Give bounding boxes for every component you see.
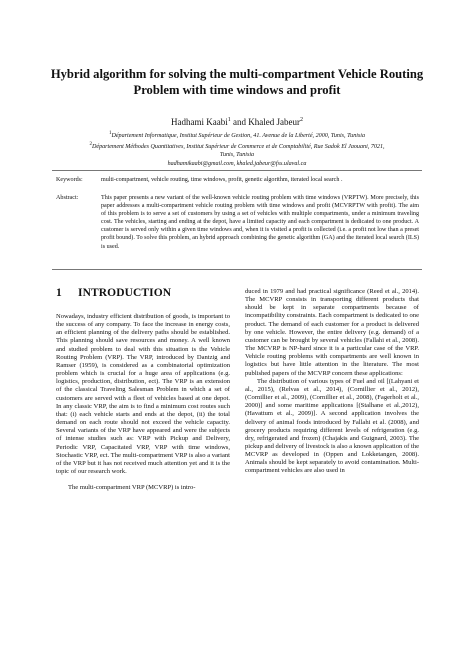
affiliation-text: Département Méthodes Quantitatives, Institut Supérieur de Commerce et de Comptabilité, Rue Sadok El Jaouani, 7021, [91,143,385,150]
paragraph: The distribution of various types of Fuel and oil [(Lahyani et al., 2015), (Relvas et al., 2014), (Cornillier et al., 2012), (Cornillier et al., 2009), (Cornillier et al., 2008), (Fagerholt et al., 2000)] and some maritime applications [(Stalhane et al.,2012), (Havattum et al., 2009)]. A second application involves the delivery of animal foods introduced by Fallahi et al. (2008), and grocery products requiring different levels of refrigeration (e.g. dry, refrigerated and frozen) (Chajakis and Guignard, 2003). The pickup and delivery of livestock is also a known application of the MCVRP as developed in (Oppen and Lokketangen, 2008). Animals should be kept separately to avoid contamination. Multi-compartment vehicles are also used in [245,377,419,475]
author-name: Khaled Jabeur [248,117,300,127]
body-column-right [245,288,419,476]
affiliation-text: Département Informatique, Institut Supérieur de Gestion, 41. Avenue de la Liberté, 2000, Tunis, Tunisia [111,133,366,140]
keywords-text: multi-compartment, vehicle routing, time windows, profit, genetic algorithm, iterated local search . [101,177,343,183]
paper-title-line-2: Problem with time windows and profit [133,83,341,97]
section-number: 1 [56,287,62,299]
paper-title [40,66,434,98]
paper-title-line-1: Hybrid algorithm for solving the multi-compartment Vehicle Routing [50,67,424,81]
author-affiliation-mark: 2 [299,117,303,123]
author-conjunction: and [230,117,249,127]
affiliation-2 [40,141,434,152]
paragraph: The multi-compartment VRP (MCVRP) is intro- [68,484,196,492]
author-name: Hadhami Kaabi [171,117,228,127]
abstract-label: Abstract: [56,195,79,201]
paragraph: Nowadays, industry efficient distribution of goods, is important to the success of any company. To face the increase in energy costs, an efficient planning of the delivery paths should be established. This planning should save resources and money. A well known and studied problem to deal with this situation is the Vehicle Routing Problem (VRP). The VRP, introduced by Dantzig and Ramser (1959), is considered as a combinatorial optimization problem which is crucial for a huge area of applications (e.g. logistics, production, distribution, ect). The VRP is an extension of the classical Traveling Salesman Problem in which a set of customers are served with a fleet of vehicles based at one depot. In any classic VRP, the aim is to find a minimum cost routes such that: (i) each vehicle starts and ends at the depot, (ii) the total demand on each route should not exceed the vehicle capacity. Several variants of the VRP have appeared and were the subjects of intense studies such as: VRP with Pickup and Delivery, Periodic VRP, Capacitated VRP, VRP with time windows, Stochastic VRP, ect. The multi-compartment VRP is also a variant of the VRP but it has not received much attention yet and it is the topic of our research work. [56,313,230,475]
author-list [40,114,434,128]
author-emails: hadhamikaabi@gmail.com, khaled.jabeur@fss.ulaval.ca [167,160,307,167]
abstract-text: This paper presents a new variant of the well-known vehicle routing problem with time windows (VRPTW). More precisely, this paper addresses a multi-compartment vehicle routing problem with time windows and profit (MCVRPTW with profit). The aim of this problem is to serve a set of customers by using a set of vehicles with multiple compartments, under a minimum traveling cost. The vehicles, starting and ending at the depot, have a limited capacity and each compartment is dedicated to one product. A customer is served only within a given time windows and, when it is visited a profit is collected (i.e. a profit not low than a preset profit bound). To solve this problem, an hybrid approach combining the genetic algorithm (GA) and the iterated local search (ILS) is used. [101,195,419,250]
affiliation-2-city: Tunis, Tunisia [219,152,255,159]
body-column-left [56,313,230,492]
divider-top [52,170,422,171]
author-affiliation-mark: 1 [227,117,231,123]
affiliation-mark: 2 [89,141,92,147]
affiliation-1 [40,130,434,141]
keywords-label: Keywords: [56,177,83,183]
section-title: INTRODUCTION [78,287,172,299]
affiliation-mark: 1 [108,131,112,136]
affiliations [40,130,434,168]
divider-bottom [52,269,422,270]
paragraph: duced in 1979 and had practical significance (Reed et al., 2014). The MCVRP consists in transporting different products that should be kept in separate compartments because of incompatibility constraints. Each compartment is dedicated to one product. The demand of each customer for a product is delivered by one vehicle. However, the entire delivery (e.g. demand) of a customer can be brought by several vehicles (Fallahi et al., 2008). The MCVRP is NP-hard since it is a particular case of the VRP. Vehicle routing problems with compartments are well known in logistics but have little attention in the literature. The most published papers of the MCVRP concern these applications: [245,288,419,377]
section-heading [56,287,171,299]
